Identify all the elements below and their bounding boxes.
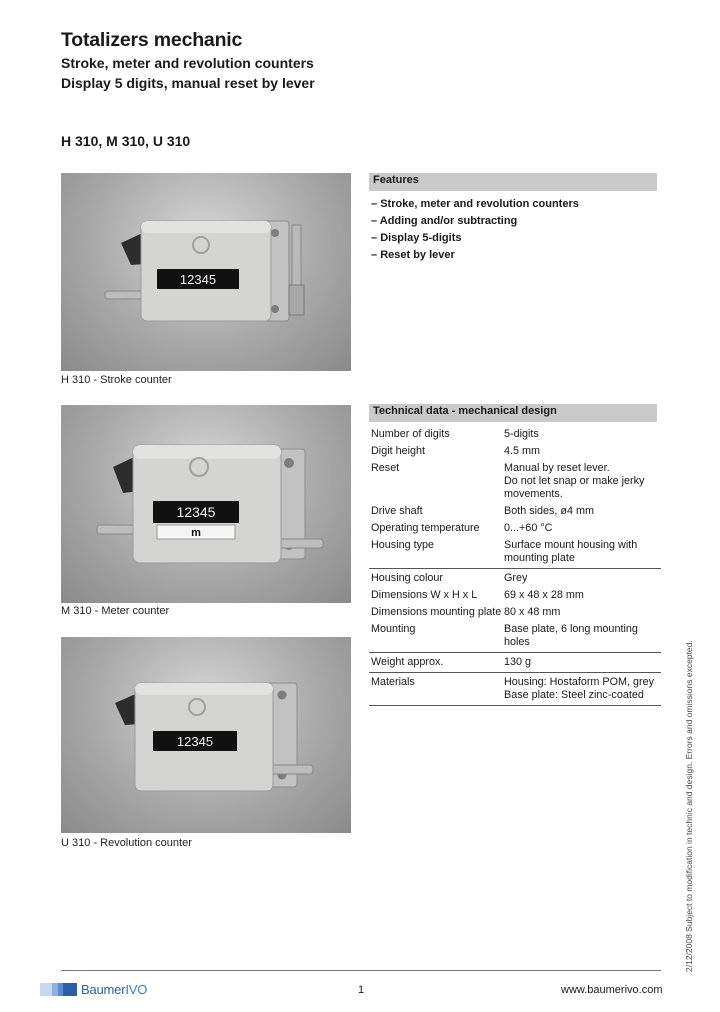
features-item: – Reset by lever [371, 247, 579, 264]
table-row [369, 672, 661, 706]
spec-value: Both sides, ø4 mm [504, 505, 595, 517]
features-item: – Stroke, meter and revolution counters [371, 196, 579, 213]
table-row [369, 568, 661, 588]
table-row [369, 521, 661, 538]
spec-name: Housing colour [371, 572, 444, 584]
table-row [369, 444, 661, 461]
features-item: – Adding and/or subtracting [371, 213, 579, 230]
page-subtitle-1: Stroke, meter and revolution counters [61, 55, 314, 71]
spec-name: Materials [371, 676, 415, 688]
photo-caption-h310: H 310 - Stroke counter [61, 374, 172, 386]
counter-display-u310: 12345 [176, 734, 214, 749]
table-row [369, 652, 661, 672]
model-list: H 310, M 310, U 310 [61, 133, 191, 149]
counter-display-m310: 12345 [176, 504, 216, 520]
features-item: – Display 5-digits [371, 230, 579, 247]
footer-divider [61, 970, 661, 971]
spec-name: Digit height [371, 445, 426, 457]
spec-value: 0...+60 °C [504, 522, 553, 534]
features-heading: Features [369, 173, 657, 191]
spec-name: Operating temperature [371, 522, 480, 534]
table-row [369, 588, 661, 605]
features-list [371, 196, 579, 264]
baumer-ivo-logo [40, 982, 147, 997]
spec-value: Housing: Hostaform POM, grey Base plate: Steel zinc-coated [504, 676, 655, 701]
table-row [369, 605, 661, 622]
spec-value: Surface mount housing with mounting plate [504, 539, 638, 564]
table-row [369, 622, 661, 652]
photo-m310-meter-counter [61, 405, 351, 603]
logo-mark-icon [40, 983, 77, 996]
spec-value: 5-digits [504, 428, 539, 440]
page-number: 1 [358, 984, 365, 996]
photo-u310-revolution-counter [61, 637, 351, 833]
spec-name: Number of digits [371, 428, 450, 440]
spec-value: 130 g [504, 656, 532, 668]
spec-value: 4.5 mm [504, 445, 540, 457]
side-disclaimer: 2/12/2008 Subject to modification in technic and design. Errors and omissions excepted. [684, 640, 694, 972]
spec-name: Dimensions mounting plate [371, 606, 502, 618]
counter-unit-label: m [191, 527, 201, 539]
spec-value: 80 x 48 mm [504, 606, 561, 618]
logo-wordmark: BaumerIVO [81, 982, 148, 997]
counter-display-h310: 12345 [179, 272, 217, 287]
spec-name: Mounting [371, 623, 416, 635]
table-row [369, 461, 661, 504]
photo-caption-m310: M 310 - Meter counter [61, 605, 170, 617]
spec-name: Weight approx. [371, 656, 444, 668]
spec-value: Grey [504, 572, 528, 584]
spec-name: Drive shaft [371, 505, 423, 517]
photo-h310-stroke-counter [61, 173, 351, 371]
page-subtitle-2: Display 5 digits, manual reset by lever [61, 75, 315, 91]
spec-name: Reset [371, 462, 400, 474]
spec-name: Dimensions W x H x L [371, 589, 478, 601]
table-row [369, 427, 661, 444]
technical-data-heading: Technical data - mechanical design [369, 404, 657, 422]
table-row [369, 538, 661, 568]
spec-value: Manual by reset lever. Do not let snap or make jerky movements. [504, 462, 645, 500]
spec-value: 69 x 48 x 28 mm [504, 589, 584, 601]
technical-data-table [369, 427, 661, 706]
website-link[interactable]: www.baumerivo.com [561, 984, 663, 996]
spec-value: Base plate, 6 long mounting holes [504, 623, 638, 648]
table-row [369, 504, 661, 521]
page-title: Totalizers mechanic [61, 29, 243, 51]
photo-caption-u310: U 310 - Revolution counter [61, 837, 192, 849]
spec-name: Housing type [371, 539, 435, 551]
